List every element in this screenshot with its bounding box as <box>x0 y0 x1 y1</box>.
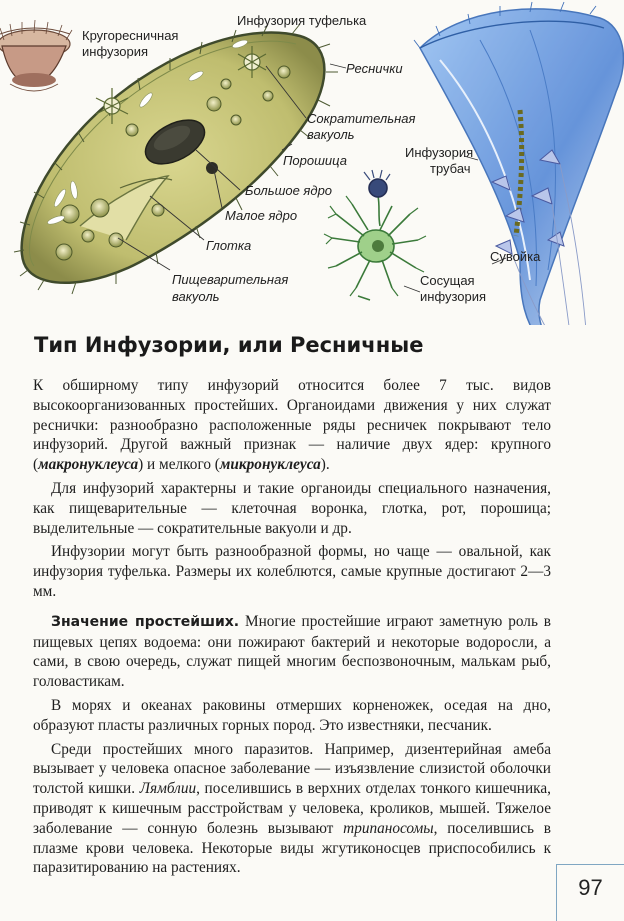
label-food-vacuole-line2: вакуоль <box>172 289 220 304</box>
p1-text-c: ). <box>320 456 330 474</box>
paragraph-1 <box>33 376 551 475</box>
label-cilia: Реснички <box>346 61 403 76</box>
paragraph-5: В морях и океанах раковины отмерших корненожек, оседая на дно, образуют пласты различных горных пород. Это известняки, песчаник. <box>33 696 551 734</box>
paragraph-4 <box>33 612 551 692</box>
label-food-vacuole-line1: Пищеварительная <box>172 272 289 287</box>
label-gullet: Глотка <box>206 238 252 253</box>
page-number-frame <box>556 864 624 921</box>
label-suctorian-line1: Сосущая <box>420 273 475 288</box>
p1-text-a: К обширному типу инфузорий относится более 7 тыс. видов высокоорганизованных простейших. Органоидами движения у них служат реснички: разнообразно расположенные ряды ресничек покрывают тело инфузорий. Другой важный признак — наличие двух ядер: крупного ( <box>33 377 551 474</box>
paragraph-6 <box>33 740 551 879</box>
label-vorticella: Сувойка <box>490 249 541 264</box>
p4-text: Многие простейшие играют заметную роль в пищевых цепях водоема: они пожирают бактерий и некоторые водоросли, а сами, в свою очередь, служат пищей многим беспозвоночным, малькам рыб, головастикам. <box>33 612 551 691</box>
label-paramecium: Инфузория туфелька <box>237 13 367 28</box>
p6-text-b: , поселившись в верхних отделах тонкого кишечника, приводят к кишечным расстройствам у человека, кроликов, мышей. Тяжелое заболевание — сонную болезнь вызывают <box>33 780 551 837</box>
label-stentor-line1: Инфузория <box>405 145 474 160</box>
label-suctorian-line2: инфузория <box>420 289 487 304</box>
paragraph-3: Инфузории могут быть разнообразной формы, но чаще — овальной, как инфузория туфелька. Размеры их колеблются, самые крупные достигают 2—3 мм. <box>33 543 551 600</box>
p6-text-a: Среди простейших много паразитов. Например, дизентерийная амеба вызывает у человека опасное заболевание — изъязвление слизистой оболочки толстой кишки. <box>33 740 551 798</box>
page-number: 97 <box>578 875 603 900</box>
label-contractile-vacuole-line2: вакуоль <box>307 127 355 142</box>
body-text <box>33 376 551 882</box>
label-micronucleus: Малое ядро <box>225 208 298 223</box>
label-macronucleus: Большое ядро <box>245 183 333 198</box>
p1-text-b: ) и мелкого ( <box>138 456 220 474</box>
section-heading: Тип Инфузории, или Ресничные <box>34 333 424 357</box>
peritrich-ciliate <box>0 20 72 91</box>
illustration <box>0 0 624 325</box>
label-contractile-vacuole-line1: Сократительная <box>307 111 416 126</box>
suctorian-ciliate <box>324 170 426 300</box>
term-micronucleus: микронуклеуса <box>219 456 321 474</box>
term-trypanosomes: трипаносомы <box>343 819 434 837</box>
label-stentor-line2: трубач <box>430 161 471 176</box>
term-macronucleus: макронуклеуса <box>38 456 139 474</box>
p6-text-c: , поселившись в плазме крови человека. Некоторые виды жгутиконосцев приспособились к паразитированию на растениях. <box>33 819 551 877</box>
term-lamblia: Лямблии <box>139 780 197 798</box>
label-anal-pore: Порошица <box>283 153 347 168</box>
label-peritrich-line2: инфузория <box>82 44 149 59</box>
paragraph-2: Для инфузорий характерны и такие органоиды специального назначения, как пищеварительные — клеточная воронка, глотка, рот, порошица; выделительные — сократительные вакуоли и др. <box>33 479 551 537</box>
subheading-significance: Значение простейших. <box>51 613 240 630</box>
label-peritrich-line1: Кругоресничная <box>82 28 179 43</box>
